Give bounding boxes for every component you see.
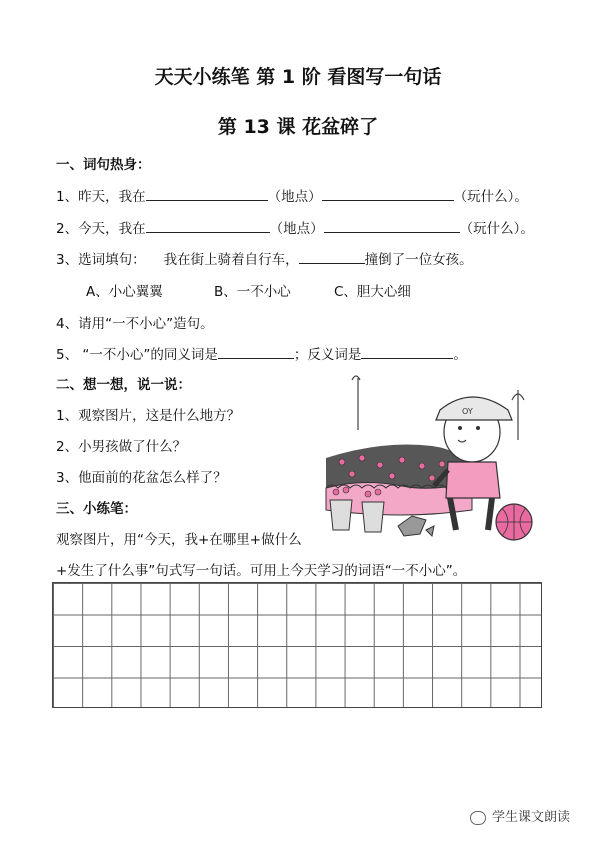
- q2-play-blank[interactable]: [324, 218, 460, 233]
- writing-grid[interactable]: [52, 582, 542, 708]
- q3-sentence-start: 我在街上骑着自行车，: [163, 252, 299, 268]
- q5-synonym-blank[interactable]: [218, 344, 294, 359]
- q3-sentence-end: 撞倒了一位女孩。: [364, 252, 473, 268]
- q5-middle: ；反义词是: [293, 347, 362, 363]
- q2-prefix: 2、今天，我在: [56, 221, 146, 237]
- option-b: B、一不小心: [214, 284, 291, 300]
- q1-place-blank[interactable]: [146, 186, 268, 201]
- q2-place-blank[interactable]: [146, 218, 270, 233]
- q1-place-label: （地点）: [267, 189, 322, 205]
- q1-play-blank[interactable]: [322, 186, 454, 201]
- option-c: C、胆大心细: [334, 284, 411, 300]
- question-1: [56, 185, 528, 205]
- section2-heading: 二、想一想，说一说：: [56, 377, 191, 393]
- section1-heading: 一、词句热身：: [56, 157, 151, 173]
- footer-watermark: [470, 806, 570, 825]
- question-5: [56, 343, 467, 363]
- writing-instruction-line1: 观察图片，用“今天，我+在哪里+做什么: [56, 532, 302, 548]
- q2-place-label: （地点）: [269, 221, 324, 237]
- q5-prefix: 5、 “一不小心”的同义词是: [56, 347, 218, 363]
- q3-blank[interactable]: [299, 249, 365, 264]
- page-title: 天天小练笔 第 1 阶 看图写一句话: [154, 66, 442, 88]
- q2-play-label: （玩什么）。: [459, 221, 534, 237]
- section3-heading: 三、小练笔：: [56, 501, 137, 517]
- q5-end: 。: [453, 347, 467, 363]
- writing-instruction-line2: +发生了什么事”句式写一句话。可用上今天学习的词语“一不小心”。: [56, 563, 467, 579]
- discuss-question-2: 2、小男孩做了什么？: [56, 439, 187, 455]
- lesson-title: 第 13 课 花盆碎了: [217, 116, 379, 138]
- footer-account: 学生课文朗读: [492, 810, 571, 825]
- wechat-icon: [470, 811, 486, 825]
- q1-prefix: 1、昨天，我在: [56, 189, 146, 205]
- question-2: [56, 217, 534, 237]
- question-3: [56, 248, 473, 268]
- discuss-question-3: 3、他面前的花盆怎么样了？: [56, 470, 227, 486]
- cap-letters: OY: [462, 407, 473, 416]
- q3-prefix: 3、选词填句：: [56, 252, 146, 268]
- q5-antonym-blank[interactable]: [361, 344, 453, 359]
- question-4: 4、请用“一不小心”造句。: [56, 316, 214, 332]
- option-a: A、小心翼翼: [86, 284, 163, 300]
- q1-play-label: （玩什么）。: [453, 189, 528, 205]
- boy-broken-flowerpot-illustration: [322, 370, 544, 552]
- discuss-question-1: 1、观察图片，这是什么地方？: [56, 408, 241, 424]
